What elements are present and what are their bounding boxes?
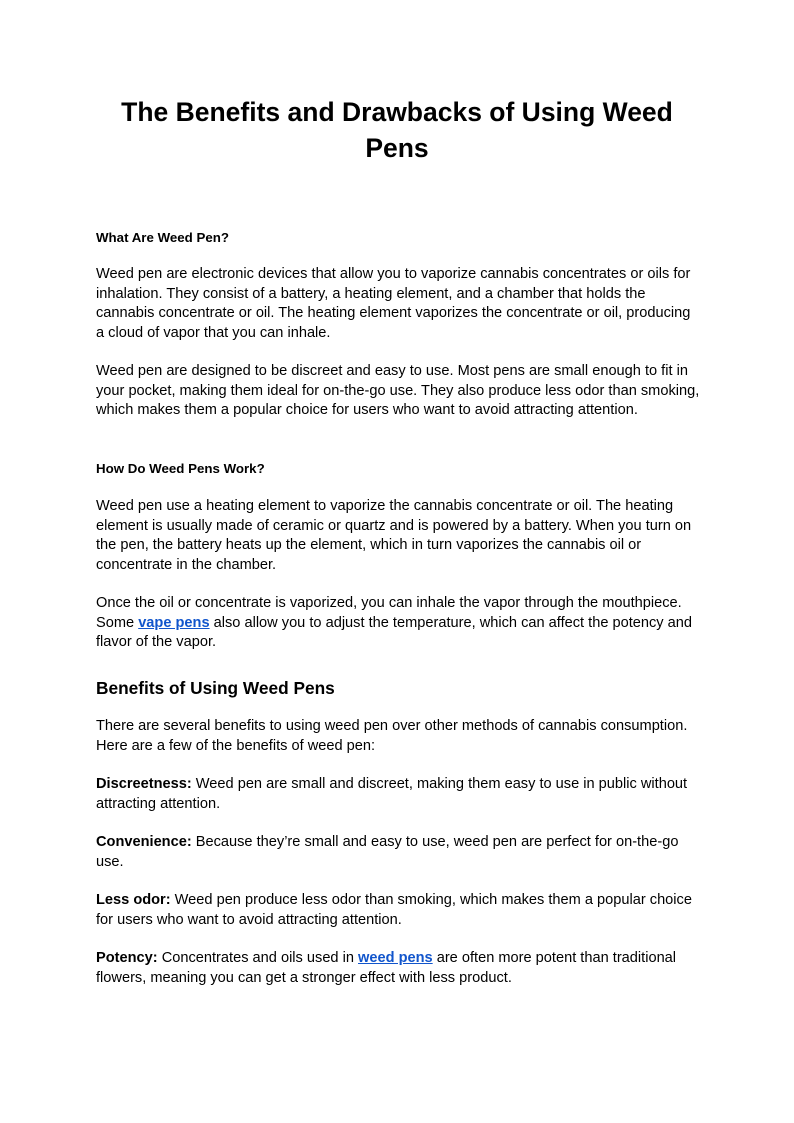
benefit-text: Concentrates and oils used in <box>157 950 359 966</box>
paragraph-benefits-intro: There are several benefits to using weed pen over other methods of cannabis consumption. Here are a few of the benefits of weed pen: <box>96 718 688 754</box>
paragraph-how-work-2 <box>96 594 700 653</box>
section-heading-what-are: What Are Weed Pen? <box>96 230 229 245</box>
page-title: The Benefits and Drawbacks of Using Weed Pens <box>121 97 673 163</box>
paragraph-text: Once the oil or concentrate is vaporized, you can inhale the vapor through the mouthpiece. Some <box>96 595 682 631</box>
paragraph-text: also allow you to adjust the temperature, which can affect the potency and flavor of the vapor. <box>96 614 693 650</box>
benefit-term: Less odor: <box>96 892 171 908</box>
benefit-item-discreetness <box>96 775 700 814</box>
benefit-text: Weed pen produce less odor than smoking, which makes them a popular choice for users who want to avoid attracting attention. <box>96 892 692 928</box>
benefit-term: Convenience: <box>96 834 192 850</box>
benefit-item-less-odor <box>96 891 700 930</box>
section-heading-how-work: How Do Weed Pens Work? <box>96 461 265 476</box>
vape-pens-link[interactable]: vape pens <box>138 614 210 631</box>
benefit-item-convenience <box>96 833 700 872</box>
benefit-text: Weed pen are small and discreet, making them easy to use in public without attracting attention. <box>96 776 688 812</box>
benefit-text: are often more potent than traditional flowers, meaning you can get a stronger effect with less product. <box>96 950 677 986</box>
benefit-term: Potency: <box>96 950 158 966</box>
benefit-text: Because they’re small and easy to use, weed pen are perfect for on-the-go use. <box>96 834 679 870</box>
paragraph-what-are-2: Weed pen are designed to be discreet and easy to use. Most pens are small enough to fit in your pocket, making them ideal for on-the-go use. They also produce less odor than smoking, which makes them a popular choice for users who want to avoid attracting attention. <box>96 363 700 418</box>
benefit-term: Discreetness: <box>96 776 192 792</box>
weed-pens-link[interactable]: weed pens <box>358 950 433 966</box>
section-heading-benefits: Benefits of Using Weed Pens <box>96 678 335 698</box>
paragraph-how-work-1: Weed pen use a heating element to vaporize the cannabis concentrate or oil. The heating element is usually made of ceramic or quartz and is powered by a battery. When you turn on the pen, the battery heats up the element, which in turn vaporizes the cannabis oil or concentrate in the chamber. <box>96 498 692 573</box>
paragraph-what-are-1: Weed pen are electronic devices that allow you to vaporize cannabis concentrates or oils for inhalation. They consist of a battery, a heating element, and a chamber that holds the cannabis concentrate or oil. The heating element vaporizes the concentrate or oil, producing a cloud of vapor that you can inhale. <box>96 266 691 341</box>
benefit-item-potency <box>96 949 700 988</box>
